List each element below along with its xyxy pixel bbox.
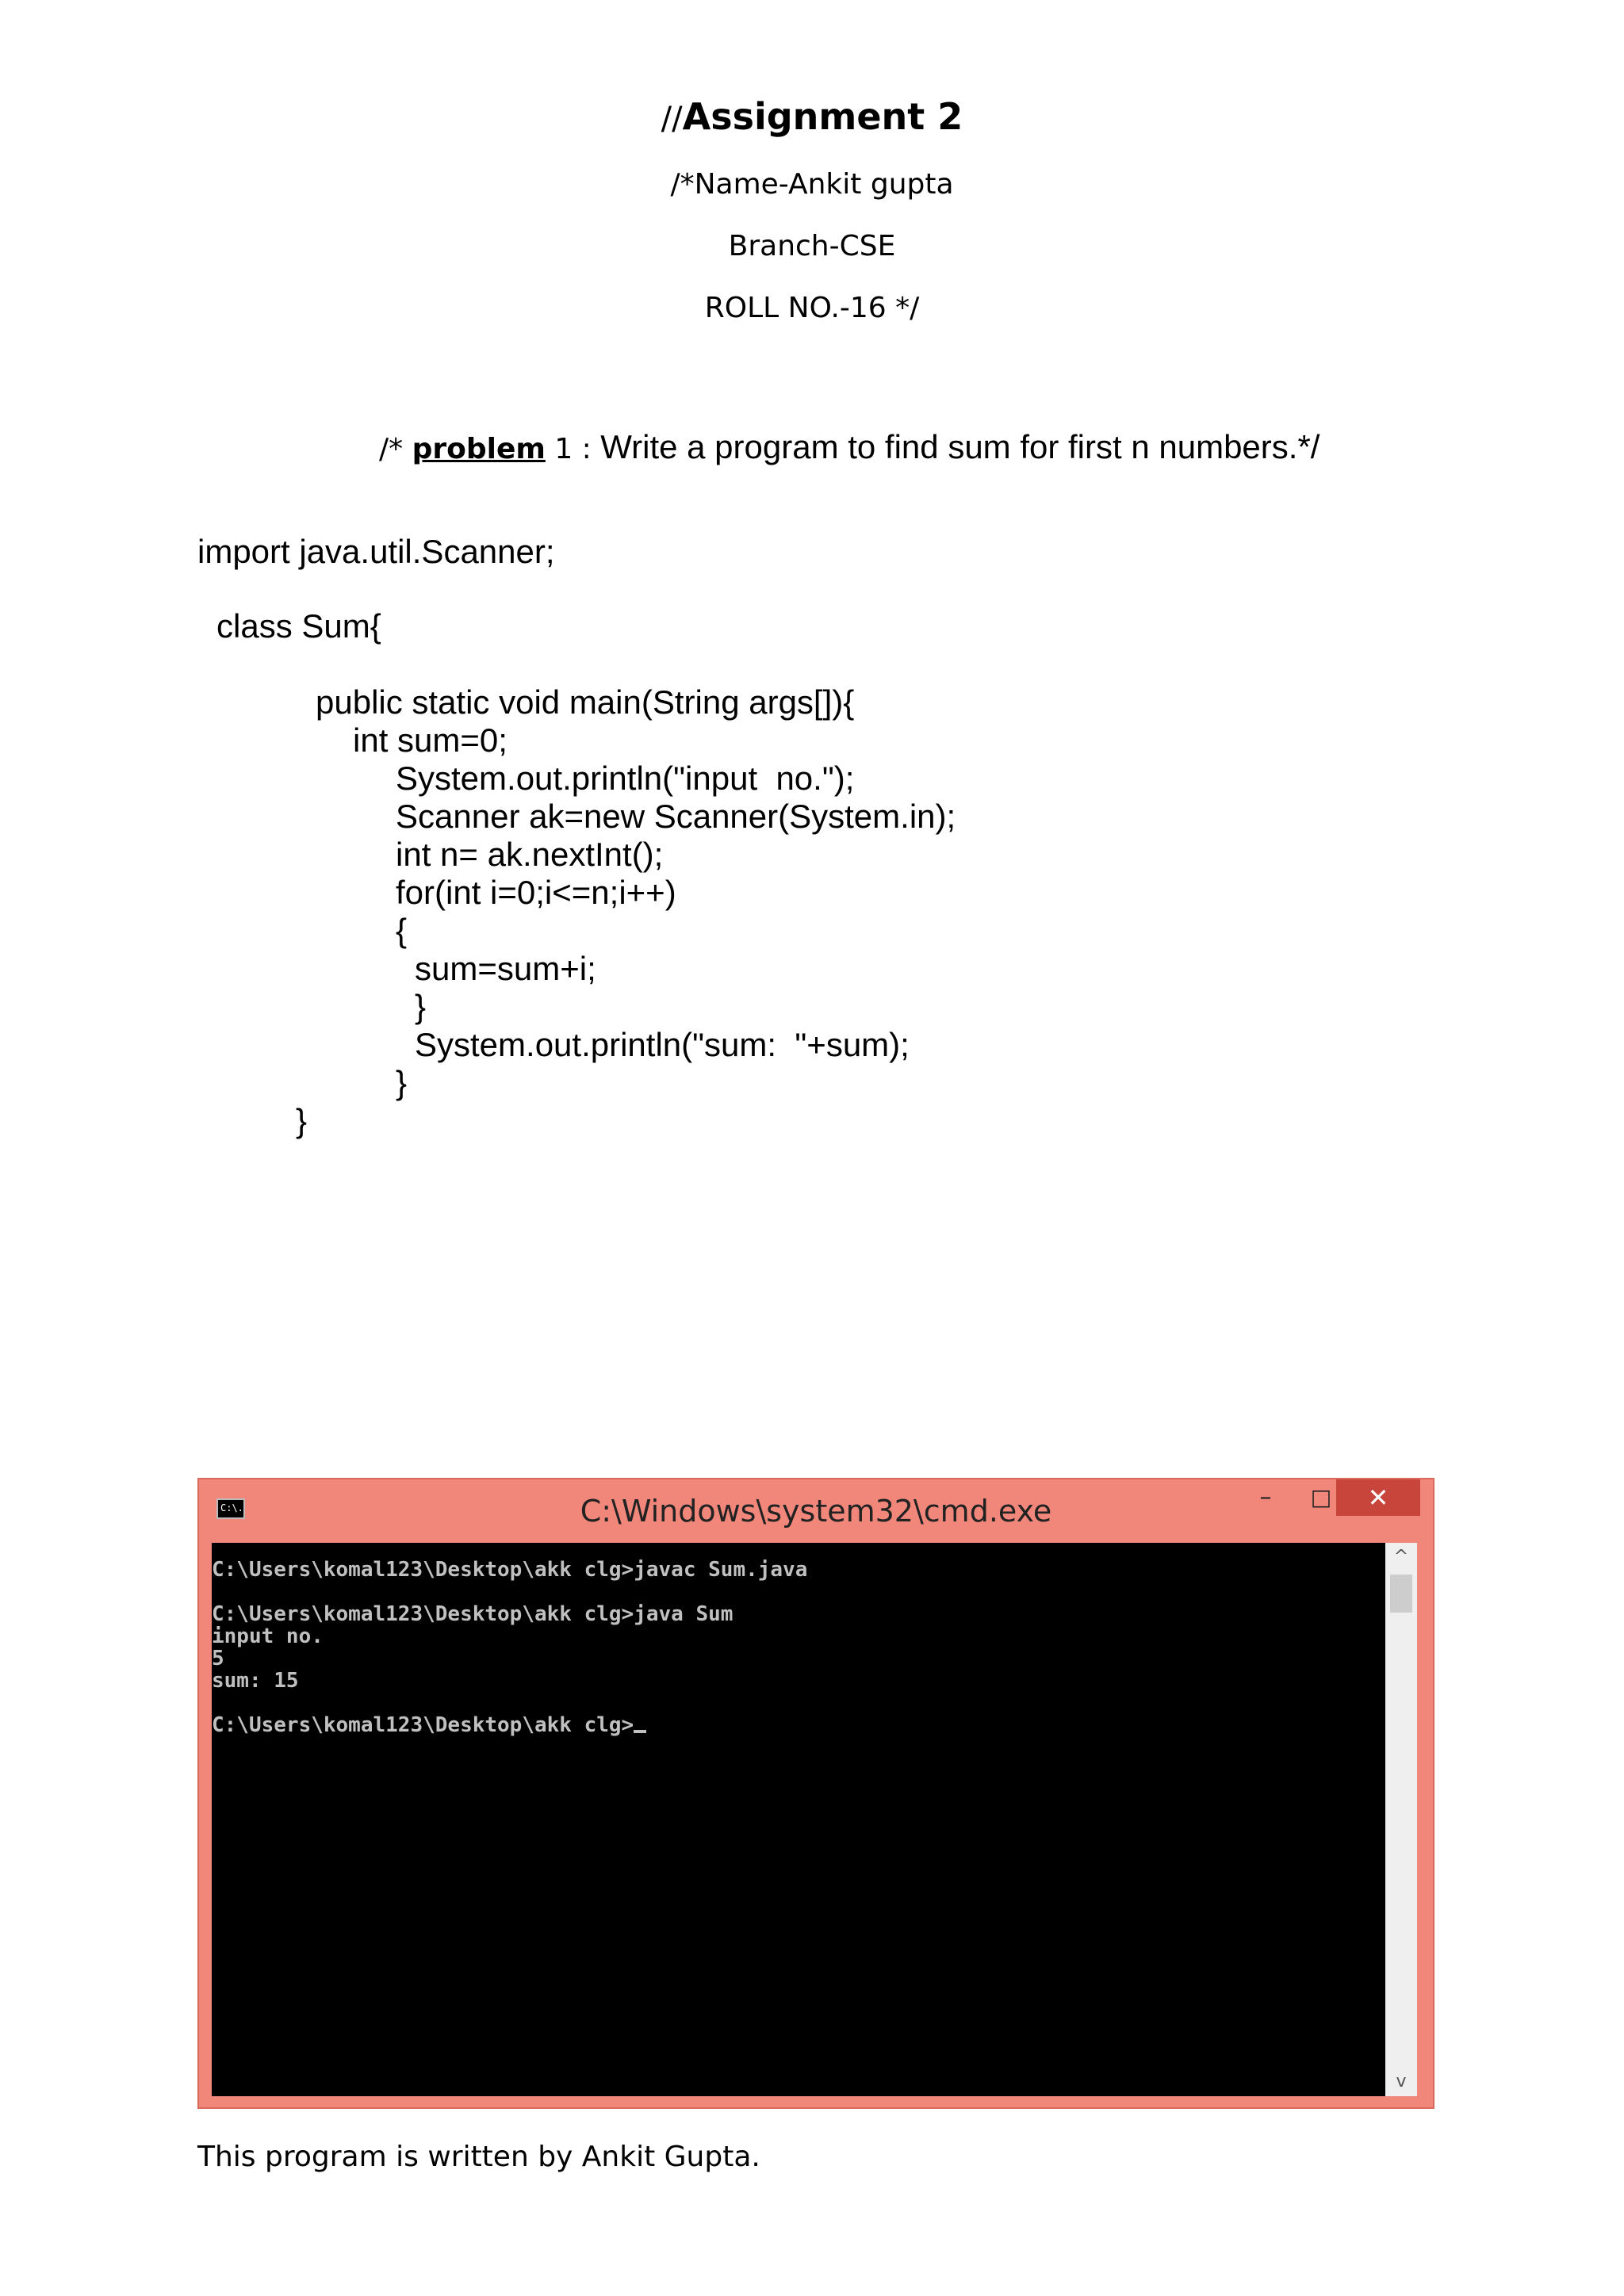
code-line-2: class Sum{ <box>216 607 381 645</box>
console-output <box>212 1559 1385 1736</box>
title-prefix: // <box>661 101 683 137</box>
console-line: input no. <box>212 1624 324 1648</box>
code-line-1: import java.util.Scanner; <box>197 533 555 570</box>
name-line: /*Name-Ankit gupta <box>670 168 954 201</box>
code-line-6: Scanner ak=new Scanner(System.in); <box>396 798 956 835</box>
problem-open: /* <box>379 433 412 465</box>
cmd-app-icon[interactable]: C:\. <box>216 1498 245 1519</box>
cmd-window-title: C:\Windows\system32\cmd.exe <box>580 1494 1052 1529</box>
scroll-thumb[interactable] <box>1390 1575 1412 1613</box>
code-line-13: } <box>396 1064 408 1101</box>
problem-text: Write a program to find sum for first n numbers.*/ <box>600 428 1320 465</box>
code-line-7: int n= ak.nextInt(); <box>396 836 664 873</box>
footer-note: This program is written by Ankit Gupta. <box>197 2141 760 2173</box>
roll-line: ROLL NO.-16 */ <box>704 292 920 324</box>
code-line-9: { <box>396 912 408 949</box>
code-line-12: System.out.println("sum: "+sum); <box>415 1026 910 1063</box>
code-line-11: } <box>415 988 427 1025</box>
code-line-8: for(int i=0;i<=n;i++) <box>396 874 676 911</box>
problem-statement <box>379 428 1320 467</box>
problem-number: 1 : <box>545 433 601 465</box>
console-line: C:\Users\komal123\Desktop\akk clg>java Sum <box>212 1602 733 1626</box>
code-line-14: } <box>296 1102 308 1139</box>
code-line-4: int sum=0; <box>353 721 508 759</box>
assignment-title <box>0 95 1624 138</box>
console-line: sum: 15 <box>212 1669 299 1693</box>
cmd-window <box>197 1478 1434 2109</box>
code-line-5: System.out.println("input no."); <box>396 760 855 797</box>
scroll-down-icon[interactable]: v <box>1396 2072 1407 2091</box>
maximize-button[interactable]: □ <box>1310 1484 1332 1510</box>
console-screen[interactable] <box>212 1543 1385 2096</box>
close-button[interactable]: ✕ <box>1336 1479 1420 1516</box>
minimize-button[interactable]: – <box>1259 1483 1272 1511</box>
title-text: Assignment 2 <box>682 95 963 138</box>
vertical-scrollbar[interactable] <box>1385 1543 1417 2096</box>
console-prompt: C:\Users\komal123\Desktop\akk clg> <box>212 1713 634 1737</box>
problem-label: problem <box>412 433 546 465</box>
code-line-3: public static void main(String args[]){ <box>316 683 855 721</box>
code-line-10: sum=sum+i; <box>415 950 596 987</box>
cmd-title-bar[interactable] <box>199 1479 1433 1543</box>
scroll-up-icon[interactable]: ^ <box>1393 1547 1409 1567</box>
console-line: C:\Users\komal123\Desktop\akk clg>javac Sum.java <box>212 1558 808 1582</box>
console-line: 5 <box>212 1647 224 1670</box>
branch-line: Branch-CSE <box>728 230 896 262</box>
text-cursor <box>634 1730 646 1733</box>
